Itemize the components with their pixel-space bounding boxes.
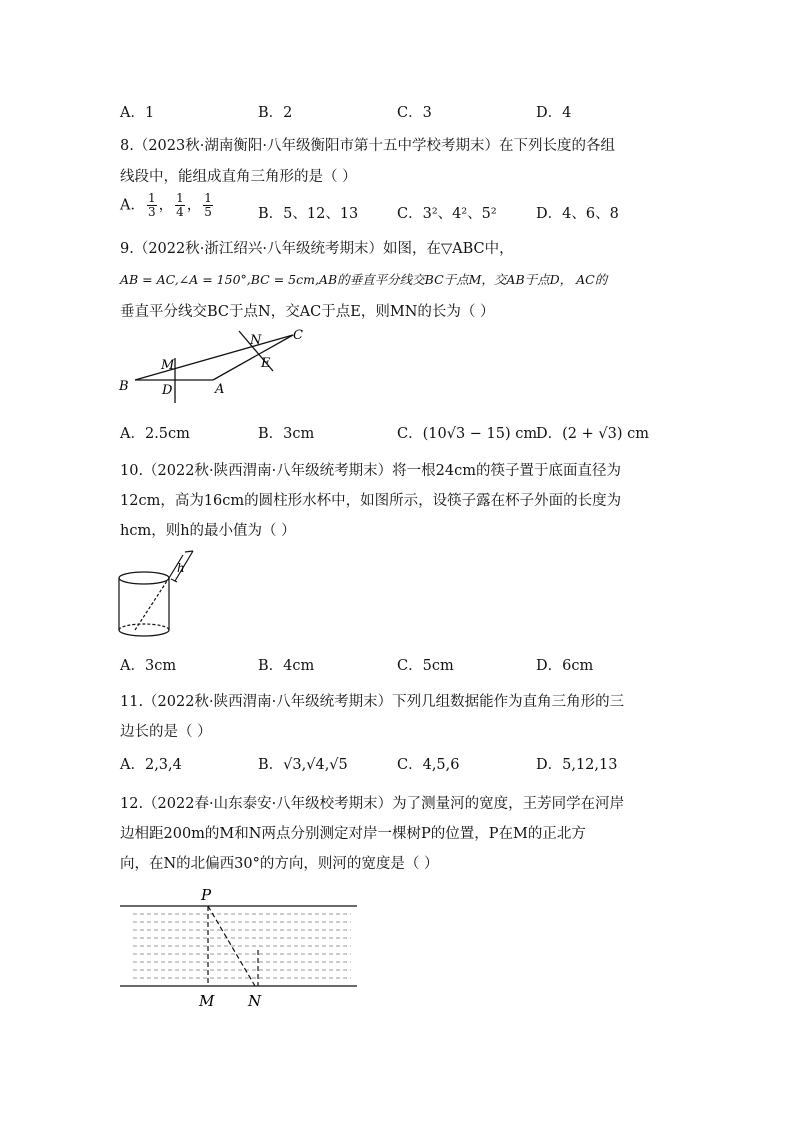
fraction: $\frac{1}{3}$ <box>147 191 156 219</box>
q12-stem-line1: 12.（2022春·山东泰安·八年级校考期末）为了测量河的宽度，王芳同学在河岸 <box>120 796 625 812</box>
fraction: $\frac{1}{5}$ <box>204 191 212 219</box>
q11-option-b: B．√3,√4,√5 <box>258 757 348 773</box>
q9-triangle-figure <box>115 325 315 407</box>
q9-option-a: A．2.5cm <box>120 426 190 442</box>
fig-label-d: D <box>162 383 173 398</box>
q9-option-b: B．3cm <box>258 426 315 442</box>
q11-options <box>120 753 680 777</box>
q12-stem-line2: 边相距200m的M和N两点分别测定对岸一棵树P的位置，P在M的正北方 <box>120 826 586 842</box>
fig-label-n: N <box>248 992 262 1010</box>
fig-label-p: P <box>201 886 212 904</box>
fig-label-b: B <box>119 379 129 394</box>
fig-label-m: M <box>161 358 175 373</box>
q8-option-a-label: A． <box>120 197 145 214</box>
fig-label-a: A <box>215 382 225 397</box>
q11-option-d: D．5,12,13 <box>536 757 618 773</box>
q9-option-c: C．(10√3 − 15) cm <box>397 426 538 442</box>
q8-options <box>120 191 680 222</box>
fig-label-m: M <box>199 992 215 1010</box>
q8-option-c: C．3²、4²、5² <box>397 206 497 222</box>
q7-options <box>120 101 680 125</box>
q9-stem-line2: AB = AC,∠A = 150°,BC = 5cm,AB的垂直平分线交BC于点M，交AB于点D， AC的 <box>120 272 608 287</box>
q12-river-figure <box>115 884 365 1012</box>
q10-option-b: B．4cm <box>258 658 315 674</box>
q7-option-a: A．1 <box>120 105 155 121</box>
q8-stem-line1: 8.（2023秋·湖南衡阳·八年级衡阳市第十五中学校考期末）在下列长度的各组 <box>120 138 615 154</box>
fig-label-n: N <box>250 333 262 348</box>
q10-option-a: A．3cm <box>120 658 177 674</box>
q11-stem-line1: 11.（2022秋·陕西渭南·八年级统考期末）下列几组数据能作为直角三角形的三 <box>120 694 625 710</box>
fig-label-e: E <box>261 356 271 371</box>
q9-option-d: D．(2 + √3) cm <box>536 426 649 442</box>
q9-stem-line3: 垂直平分线交BC于点N，交AC于点E，则MN的长为（ ） <box>120 304 495 320</box>
q10-option-d: D．6cm <box>536 658 594 674</box>
fig-label-c: C <box>293 328 303 343</box>
q10-options <box>120 654 680 678</box>
q11-stem-line2: 边长的是（ ） <box>120 724 212 740</box>
q11-option-a: A．2,3,4 <box>120 757 182 773</box>
q8-stem-line2: 线段中，能组成直角三角形的是（ ） <box>120 169 357 185</box>
q10-stem-line1: 10.（2022秋·陕西渭南·八年级统考期末）将一根24cm的筷子置于底面直径为 <box>120 463 621 479</box>
q8-option-b: B．5、12、13 <box>258 206 359 222</box>
q7-option-d: D．4 <box>536 105 572 121</box>
fraction: $\frac{1}{4}$ <box>176 191 184 219</box>
q10-stem-line3: hcm，则h的最小值为（ ） <box>120 523 296 539</box>
q12-stem-line3: 向，在N的北偏西30°的方向，则河的宽度是（ ） <box>120 856 439 872</box>
q10-stem-line2: 12cm，高为16cm的圆柱形水杯中，如图所示，设筷子露在杯子外面的长度为 <box>120 493 622 509</box>
q8-option-d: D．4、6、8 <box>536 206 619 222</box>
q10-option-c: C．5cm <box>397 658 454 674</box>
q11-option-c: C．4,5,6 <box>397 757 460 773</box>
fig-label-h: h <box>177 561 185 575</box>
q7-option-c: C．3 <box>397 105 432 121</box>
q8-option-a: A． $\frac{1}{3}$ ， $\frac{1}{4}$ ， $\frac{1}{5}$ <box>120 191 212 219</box>
q9-options <box>120 422 680 446</box>
q10-cylinder-cup-figure <box>115 548 205 640</box>
q9-stem-line1: 9.（2022秋·浙江绍兴·八年级统考期末）如图，在▽ABC中， <box>120 241 514 257</box>
q7-option-b: B．2 <box>258 105 293 121</box>
